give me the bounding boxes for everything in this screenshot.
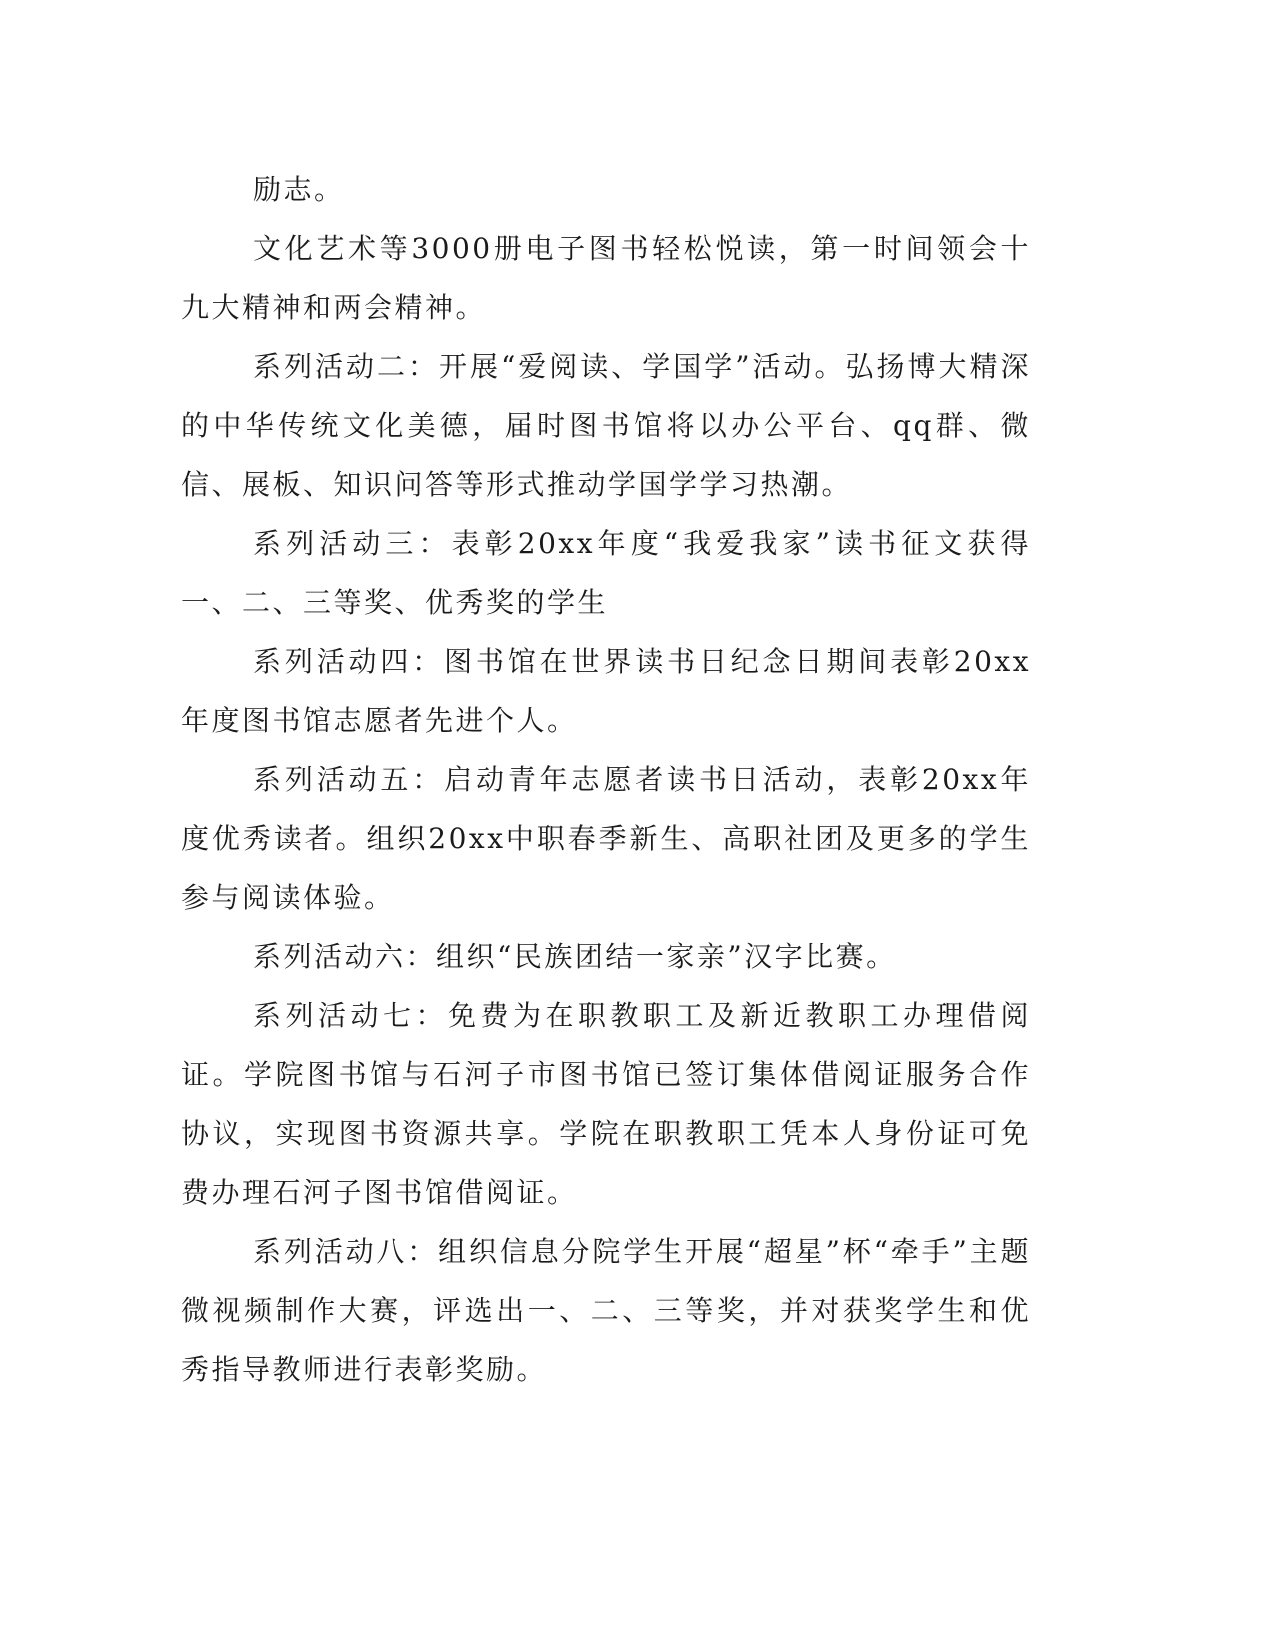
- text-line: 传统文化美德，届时图书馆将以办公平台、qq群、微信、展板、知识: [181, 409, 1031, 501]
- paragraph: [181, 219, 1031, 337]
- paragraph: [181, 927, 1031, 986]
- text-line: 书馆志愿者先进个人。: [272, 704, 578, 737]
- text-line: 图书馆与石河子市图书馆已签订集体借阅证服务合作协议，实现图书: [181, 1058, 1031, 1150]
- text-line: 系列活动七：免费为在职教职工及新近教职工办理借阅证。学院: [181, 999, 1031, 1091]
- paragraph: [181, 337, 1031, 514]
- text-line: 资源共享。学院在职教职工凭本人身份证可免费办理石河子图书馆借: [181, 1117, 1031, 1209]
- text-line: 系列活动四：图书馆在世界读书日纪念日期间表彰20xx年度图: [181, 645, 1031, 737]
- paragraph: [181, 632, 1031, 750]
- text-line: 励志。: [253, 173, 345, 206]
- paragraph: [181, 160, 1031, 219]
- text-line: 问答等形式推动学国学学习热潮。: [394, 468, 853, 501]
- text-line: 系列活动六：组织“民族团结一家亲”汉字比赛。: [253, 940, 897, 973]
- text-line: 系列活动八：组织信息分院学生开展“超星”杯“牵手”主题微视频: [181, 1235, 1031, 1327]
- paragraph: [181, 1222, 1031, 1399]
- text-line: 系列活动三：表彰20xx年度“我爱我家”读书征文获得一、二、: [181, 527, 1031, 619]
- text-line: 。: [364, 881, 395, 914]
- paragraph: [181, 750, 1031, 927]
- text-line: 系列活动二：开展“爱阅读、学国学”活动。弘扬博大精深的中华: [181, 350, 1031, 442]
- text-line: 三等奖、优秀奖的学生: [303, 586, 609, 619]
- text-line: 文化艺术等3000册电子图书轻松悦读，第一时间领会十九大精: [181, 232, 1031, 324]
- paragraph: [181, 514, 1031, 632]
- text-line: 系列活动五：启动青年志愿者读书日活动，表彰20xx年度优秀: [181, 763, 1031, 855]
- text-line: 行表彰奖励。: [364, 1353, 548, 1386]
- text-line: 制作大赛，评选出一、二、三等奖，并对获奖学生和优秀指导教师进: [181, 1294, 1031, 1386]
- text-line: 神和两会精神。: [272, 291, 487, 324]
- text-line: 读者。组织20xx中职春季新生、高职社团及更多的学生参与阅读体验: [181, 822, 1031, 914]
- paragraph: [181, 986, 1031, 1222]
- text-line: 阅证。: [486, 1176, 578, 1209]
- document-body: [181, 160, 1031, 1399]
